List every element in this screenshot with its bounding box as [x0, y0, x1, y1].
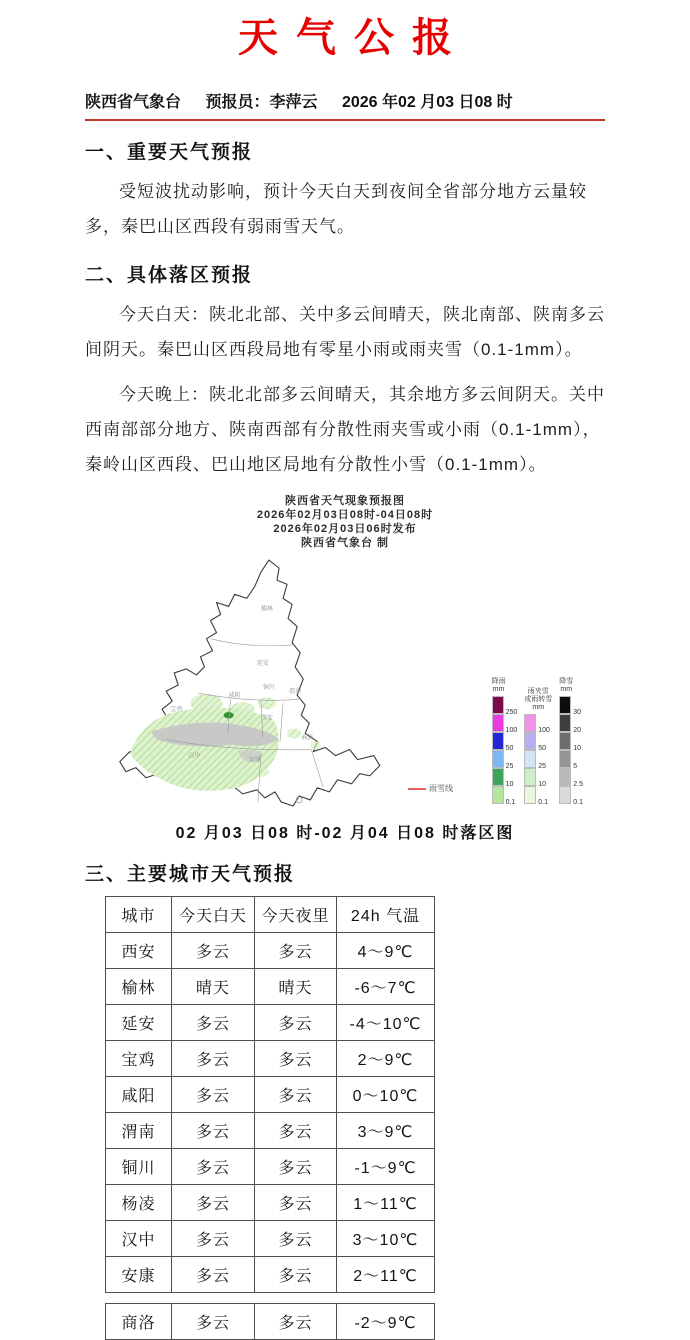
cell-temp: -6～7℃ — [337, 969, 435, 1005]
legend-step — [524, 750, 550, 768]
legend-tick-label: 30 — [573, 709, 582, 716]
map-city-label: 延安 — [256, 660, 269, 667]
legend-tick-label: 10 — [538, 781, 547, 788]
rain-area-guanzhong-3 — [258, 697, 276, 709]
legend-swatch — [524, 732, 536, 750]
legend-tick-label: 20 — [573, 727, 582, 734]
section2-paragraph-day: 今天白天：陕北北部、关中多云间晴天，陕北南部、陕南多云间阴天。秦巴山区西段局地有零星小雨或雨夹雪（0.1-1mm）。 — [85, 305, 605, 359]
cell-city: 渭南 — [106, 1113, 172, 1149]
cell-temp: 2～11℃ — [337, 1257, 435, 1293]
table-row-渭南 — [106, 1113, 435, 1149]
legend-bar-title: 雨夹雪 或雨转雪 mm — [524, 688, 553, 711]
legend-bar-title: 降雨 mm — [491, 678, 506, 693]
cell-night: 多云 — [255, 1113, 337, 1149]
map-issue-time: 2026年02月03日06时发布 — [273, 523, 417, 535]
legend-step — [492, 768, 518, 786]
map-city-label: 汉中 — [188, 753, 201, 760]
cell-night: 多云 — [255, 1257, 337, 1293]
legend-swatch — [492, 714, 504, 732]
section3-heading: 三、主要城市天气预报 — [85, 864, 296, 885]
cell-night: 多云 — [255, 933, 337, 969]
cell-night: 多云 — [255, 1005, 337, 1041]
cell-night: 多云 — [255, 1077, 337, 1113]
cell-night: 晴天 — [255, 969, 337, 1005]
legend-tick-label: 50 — [505, 745, 514, 752]
cell-temp: 4～9℃ — [337, 933, 435, 969]
cell-city: 汉中 — [106, 1221, 172, 1257]
cell-day: 多云 — [172, 1221, 255, 1257]
rain-area-shangluo-1 — [287, 728, 301, 738]
cell-city: 铜川 — [106, 1149, 172, 1185]
legend-swatch — [492, 750, 504, 768]
table-row-铜川 — [106, 1149, 435, 1185]
map-title: 陕西省天气现象预报图 — [285, 495, 405, 507]
table-row-延安 — [106, 1005, 435, 1041]
legend-step — [524, 768, 550, 786]
legend-step — [524, 786, 550, 804]
cell-city: 商洛 — [106, 1304, 172, 1340]
page-title: 天气公报 — [238, 16, 470, 60]
legend-swatch — [492, 786, 504, 804]
legend-bar-1 — [524, 688, 552, 804]
cell-temp: -4～10℃ — [337, 1005, 435, 1041]
legend-tick-label: 25 — [538, 763, 547, 770]
cell-temp: 3～10℃ — [337, 1221, 435, 1257]
forecast-map-block — [0, 494, 690, 843]
cell-day: 多云 — [172, 1077, 255, 1113]
table-row-商洛 — [106, 1304, 435, 1340]
legend-tick-label: 2.5 — [573, 781, 583, 788]
legend-step — [559, 732, 583, 750]
table-row-宝鸡 — [106, 1041, 435, 1077]
map-city-label: 西安 — [260, 715, 273, 722]
legend-tick-label: 50 — [538, 745, 547, 752]
cell-city: 安康 — [106, 1257, 172, 1293]
legend-swatch — [559, 786, 571, 804]
legend-step — [559, 714, 583, 732]
table-row-榆林 — [106, 969, 435, 1005]
legend-step — [492, 750, 518, 768]
shaanxi-province-map — [109, 552, 443, 810]
cell-temp: -1～9℃ — [337, 1149, 435, 1185]
legend-swatch — [559, 714, 571, 732]
header-day: 今天白天 — [172, 897, 255, 933]
legend-step — [524, 732, 550, 750]
map-city-label: 铜川 — [262, 685, 275, 692]
table-row-杨凌 — [106, 1185, 435, 1221]
legend-bar-title: 降雪 mm — [559, 678, 574, 693]
header-night: 今天夜里 — [255, 897, 337, 933]
station-name: 陕西省气象台 — [85, 94, 182, 111]
legend-step — [524, 714, 550, 732]
legend-step — [492, 786, 518, 804]
legend-tick-label: 10 — [573, 745, 582, 752]
rain-snow-line-label: 雨雪线 — [429, 784, 453, 793]
legend-swatch — [492, 768, 504, 786]
cell-day: 多云 — [172, 1257, 255, 1293]
cell-temp: 0～10℃ — [337, 1077, 435, 1113]
header-temp: 24h 气温 — [337, 897, 435, 933]
cell-day: 晴天 — [172, 969, 255, 1005]
legend-swatch — [559, 732, 571, 750]
cell-night: 多云 — [255, 1221, 337, 1257]
map-area — [105, 552, 585, 810]
map-valid-period: 2026年02月03日08时-04日08时 — [256, 509, 434, 521]
table-row-汉中 — [106, 1221, 435, 1257]
legend-swatch — [524, 714, 536, 732]
forecaster-name: 预报员：李萍云 — [205, 94, 318, 111]
cell-day: 多云 — [172, 1304, 255, 1340]
issue-datetime: 2026 年02 月03 日08 时 — [341, 94, 513, 111]
map-city-label: 咸阳 — [228, 693, 241, 700]
cell-night: 多云 — [255, 1304, 337, 1340]
section2-heading: 二、具体落区预报 — [85, 265, 254, 286]
legend-tick-label: 0.1 — [538, 799, 548, 806]
heavier-rain-spot — [224, 712, 234, 718]
cell-city: 杨凌 — [106, 1185, 172, 1221]
cell-night: 多云 — [255, 1185, 337, 1221]
map-city-label: 渭南 — [289, 689, 302, 696]
cell-day: 多云 — [172, 1185, 255, 1221]
legend-swatch — [559, 768, 571, 786]
map-city-label: 榆林 — [260, 606, 273, 613]
legend-step — [559, 768, 583, 786]
map-caption: 02 月03 日08 时-02 月04 日08 时落区图 — [175, 825, 515, 842]
table-header-row — [106, 897, 435, 933]
legend-tick-label: 0.1 — [505, 799, 516, 806]
cell-temp: 2～9℃ — [337, 1041, 435, 1077]
legend-step — [492, 696, 518, 714]
map-producer: 陕西省气象台 制 — [300, 537, 390, 549]
legend-step — [559, 750, 583, 768]
cell-day: 多云 — [172, 1113, 255, 1149]
legend-swatch — [524, 750, 536, 768]
legend-tick-label: 0.1 — [573, 799, 583, 806]
section1-heading: 一、重要天气预报 — [85, 142, 254, 163]
rain-area-shangluo-2 — [310, 741, 320, 749]
table-row-安康 — [106, 1257, 435, 1293]
legend-swatch — [559, 696, 571, 714]
legend-step — [559, 786, 583, 804]
cell-day: 多云 — [172, 1041, 255, 1077]
rain-area-south-1 — [253, 767, 269, 777]
legend-swatch — [492, 696, 504, 714]
section1-paragraph: 受短波扰动影响，预计今天白天到夜间全省部分地方云量较多，秦巴山区西段有弱雨雪天气。 — [85, 182, 587, 236]
meta-line — [85, 89, 605, 121]
header-city: 城市 — [106, 897, 172, 933]
map-legend — [492, 678, 583, 804]
cell-day: 多云 — [172, 1149, 255, 1185]
legend-step — [559, 696, 583, 714]
cell-night: 多云 — [255, 1149, 337, 1185]
legend-swatch — [492, 732, 504, 750]
legend-step — [492, 732, 518, 750]
city-weather-table-continued — [105, 1303, 435, 1340]
rain-snow-line-key — [408, 783, 453, 794]
table-row-咸阳 — [106, 1077, 435, 1113]
legend-swatch — [524, 786, 536, 804]
legend-tick-label: 10 — [505, 781, 514, 788]
legend-tick-label: 25 — [505, 763, 514, 770]
rain-area-guanzhong-1 — [190, 694, 222, 712]
cell-city: 延安 — [106, 1005, 172, 1041]
legend-tick-label: 100 — [538, 727, 550, 734]
legend-tick-label: 250 — [505, 709, 518, 716]
legend-tick-label: 100 — [505, 727, 518, 734]
legend-tick-label: 5 — [573, 763, 578, 770]
legend-swatch — [559, 750, 571, 768]
section2-paragraph-night: 今天晚上：陕北北部多云间晴天，其余地方多云间阴天。关中西南部部分地方、陕南西部有分散性雨夹雪或小雨（0.1-1mm），秦岭山区西段、巴山地区局地有分散性小雪（0.1-1mm）。 — [85, 385, 605, 474]
map-city-label: 商洛 — [301, 735, 314, 742]
rain-area-guanzhong-2 — [231, 702, 255, 716]
legend-bar-2 — [559, 678, 583, 804]
cell-city: 宝鸡 — [106, 1041, 172, 1077]
table-row-西安 — [106, 933, 435, 969]
cell-city: 咸阳 — [106, 1077, 172, 1113]
cell-city: 榆林 — [106, 969, 172, 1005]
map-city-label: 安康 — [248, 757, 261, 764]
legend-swatch — [524, 768, 536, 786]
cell-temp: -2～9℃ — [337, 1304, 435, 1340]
cell-temp: 3～9℃ — [337, 1113, 435, 1149]
cell-temp: 1～11℃ — [337, 1185, 435, 1221]
map-city-label: 宝鸡 — [170, 707, 183, 714]
legend-step — [492, 714, 518, 732]
weather-bulletin-page — [0, 6, 690, 1332]
cell-day: 多云 — [172, 933, 255, 969]
cell-day: 多云 — [172, 1005, 255, 1041]
city-weather-table — [105, 896, 435, 1293]
rain-snow-line-icon — [408, 788, 426, 790]
cell-night: 多云 — [255, 1041, 337, 1077]
cell-city: 西安 — [106, 933, 172, 969]
legend-bar-0 — [492, 678, 518, 804]
